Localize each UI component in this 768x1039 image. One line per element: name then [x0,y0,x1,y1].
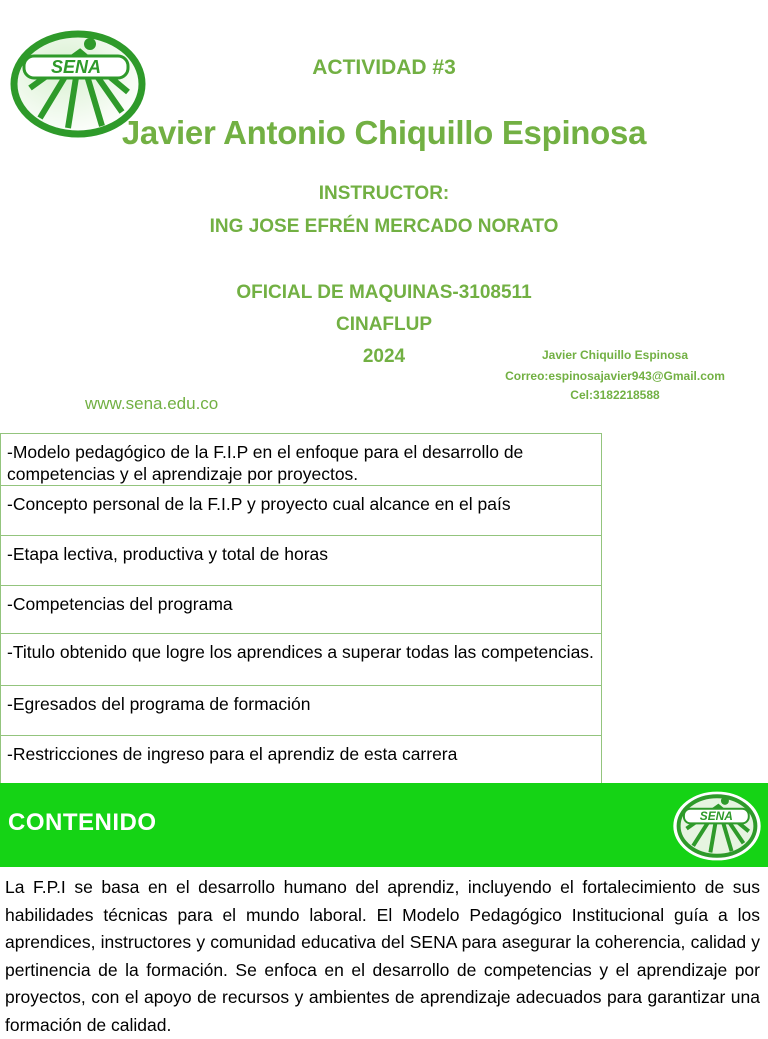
section-banner [0,783,768,867]
table-row [1,486,602,536]
instructor-label: INSTRUCTOR: [318,183,450,204]
contact-email: Correo:espinosajavier943@Gmail.com [505,369,725,383]
table-row [1,634,602,686]
topic-cell: -Restricciones de ingreso para el aprendiz de esta carrera [1,736,602,786]
sena-logo [672,789,762,863]
topics-table [0,433,602,786]
topic-cell: -Etapa lectiva, productiva y total de horas [1,536,602,586]
section-body: La F.P.I se basa en el desarrollo humano del aprendiz, incluyendo el fortalecimiento de sus habilidades técnicas para el mundo laboral. El Modelo Pedagógico Institucional guía a los aprendices, instructores y comunidad educativa del SENA para asegurar la coherencia, calidad y pertinencia de la formación. Se enfoca en el desarrollo de competencias y el aprendizaje por proyectos, con el apoyo de recursos y ambientes de aprendizaje adecuados para garantizar una formación de calidad. [5,877,760,1035]
topic-cell: -Competencias del programa [1,586,602,634]
svg-text:SENA: SENA [699,809,733,824]
topic-cell: -Egresados del programa de formación [1,686,602,736]
program-name: OFICIAL DE MAQUINAS-3108511 [236,282,532,303]
table-row [1,736,602,786]
contact-name: Javier Chiquillo Espinosa [541,348,689,362]
svg-text:SENA: SENA [50,57,102,77]
student-name: Javier Antonio Chiquillo Espinosa [121,114,647,151]
activity-title: ACTIVIDAD #3 [312,56,456,79]
year: 2024 [362,346,406,367]
topic-cell: -Concepto personal de la F.I.P y proyecto cual alcance en el país [1,486,602,536]
table-row [1,686,602,736]
training-center: CINAFLUP [335,314,433,335]
contact-phone: Cel:3182218588 [570,388,660,402]
instructor-name: ING JOSE EFRÉN MERCADO NORATO [209,216,559,237]
website-link[interactable]: www.sena.edu.co [85,394,219,413]
table-row [1,434,602,486]
table-row [1,536,602,586]
table-row [1,586,602,634]
section-title: CONTENIDO [8,809,157,836]
topic-cell: -Titulo obtenido que logre los aprendices a superar todas las competencias. [1,634,602,686]
topic-cell: -Modelo pedagógico de la F.I.P en el enfoque para el desarrollo de competencias y el aprendizaje por proyectos. [1,434,602,486]
